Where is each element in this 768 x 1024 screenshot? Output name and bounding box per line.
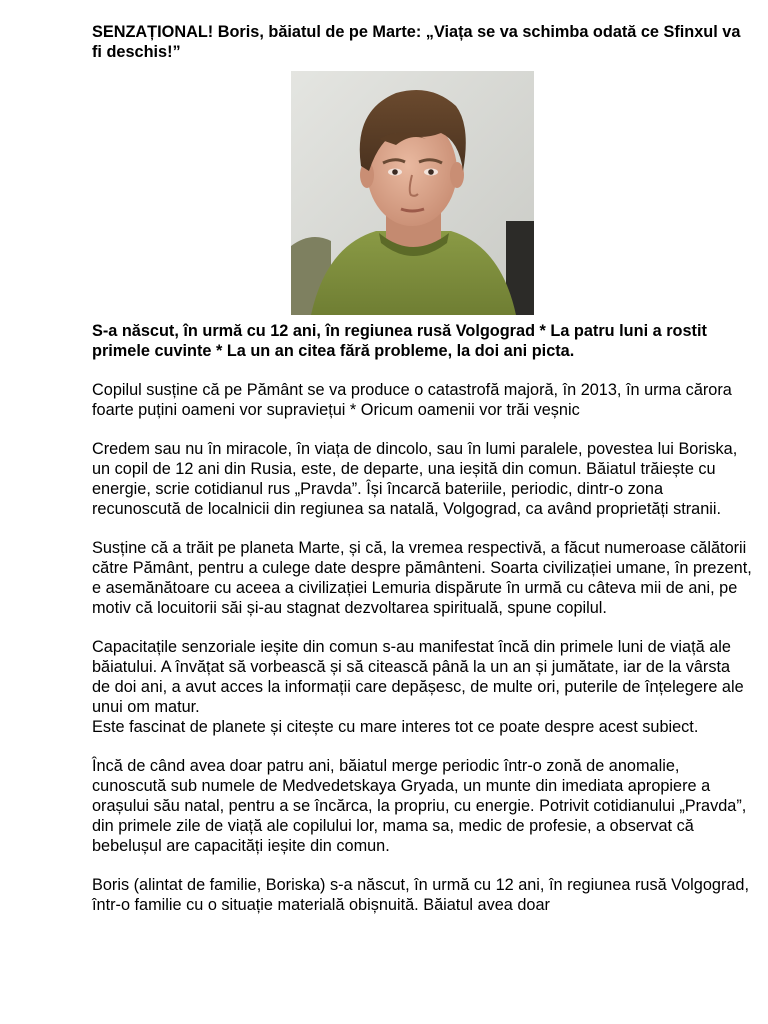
article-paragraph-2: Credem sau nu în miracole, în viața de dincolo, sau în lumi paralele, povestea lui Boriska, un copil de 12 ani din Rusia, este, de departe, una ieșită din comun. Băiatul trăiește cu energie, scrie cotidianul rus „Pravda”. Își încarcă bateriile, periodic, dintr-o zona recunoscută de localnicii din regiunea sa natală, Volgograd, ca având proprietăți stranii. (92, 440, 738, 518)
article-lead: S-a născut, în urmă cu 12 ani, în regiunea rusă Volgograd * La patru luni a rostit primele cuvinte * La un an citea fără probleme, la doi ani picta. (92, 322, 707, 360)
article-paragraph-4: Capacitațile senzoriale ieșite din comun s-au manifestat încă din primele luni de viață ale băiatului. A învățat să vorbească și să citească până la un an și jumătate, iar de la vârsta de doi ani, a avut acces la informații care depășesc, de multe ori, puterile de înțelegere ale unui om matur. (92, 638, 744, 716)
article-paragraph-7: Boris (alintat de familie, Boriska) s-a născut, în urmă cu 12 ani, în regiunea rusă Volgograd, într-o familie cu o situație materială obișnuită. Băiatul avea doar (92, 876, 750, 914)
article-paragraph-6: Încă de când avea doar patru ani, băiatul merge periodic într-o zonă de anomalie, cunoscută sub numele de Medvedetskaya Gryada, un munte din imediata apropiere a orașului său natal, pentru a se încărca, la propriu, cu energie. Potrivit cotidianului „Pravda”, din primele zile de viață ale copilului lor, mama sa, medic de profesie, a observat că bebelușul are capacități ieșite din comun. (92, 757, 747, 855)
article-photo (291, 71, 534, 315)
article-title: SENZAȚIONAL! Boris, băiatul de pe Marte: „Viața se va schimba odată ce Sfinxul va fi deschis!” (92, 23, 741, 61)
boy-portrait-image (291, 71, 534, 315)
article (92, 22, 752, 915)
article-paragraph-1: Copilul susține că pe Pământ se va produce o catastrofă majoră, în 2013, în urma cărora foarte puțini oameni vor supraviețui * Oricum oamenii vor trăi veșnic (92, 381, 732, 419)
article-paragraph-5: Este fascinat de planete și citește cu mare interes tot ce poate despre acest subiect. (92, 718, 699, 736)
article-paragraph-3: Susține că a trăit pe planeta Marte, și că, la vremea respectivă, a făcut numeroase călătorii către Pământ, pentru a culege date despre pământeni. Soarta civilizației umane, în prezent, e asemănătoare cu aceea a civilizației Lemuria dispărute în urmă cu câteva mii de ani, pe motiv că locuitorii săi și-au stagnat dezvoltarea spirituală, spune copilul. (92, 539, 752, 617)
